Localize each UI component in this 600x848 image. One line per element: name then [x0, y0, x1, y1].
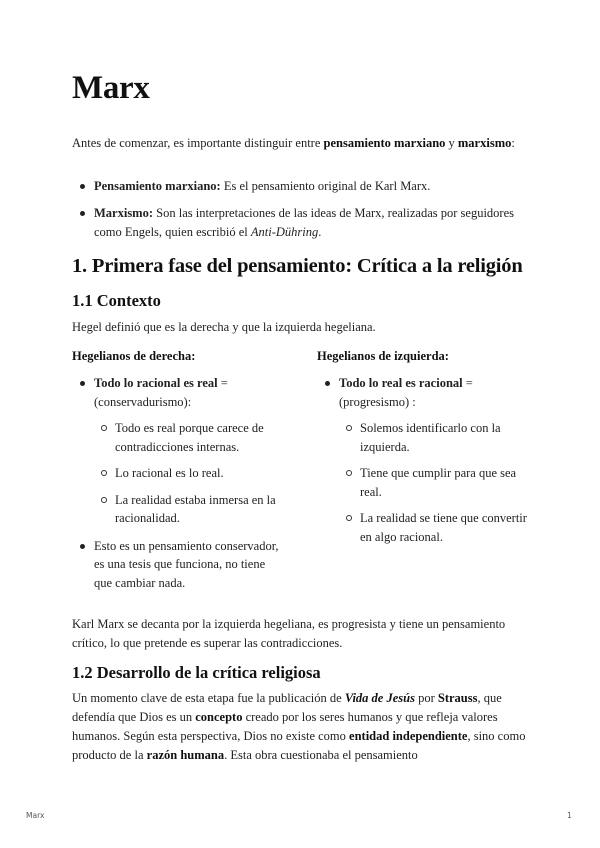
definition-term: Marxismo: [94, 206, 154, 220]
column-right-hegelians [72, 348, 282, 601]
thesis-text: = (conservadurismo): [94, 376, 228, 409]
intro-joiner: y [445, 136, 458, 150]
subsection-heading-desarrollo: 1.2 Desarrollo de la crítica religiosa [72, 663, 321, 682]
column-heading: Hegelianos de derecha: [72, 349, 196, 363]
intro-paragraph [72, 134, 528, 153]
definition-item [72, 204, 528, 242]
definition-item [72, 177, 528, 196]
intro-suffix: : [511, 136, 515, 150]
footer-page-number: 1 [567, 811, 572, 820]
column-heading: Hegelianos de izquierda: [317, 349, 449, 363]
subsection-heading-contexto: 1.1 Contexto [72, 291, 161, 310]
text-run: , que defendía que Dios es un [72, 691, 502, 724]
list-item: La realidad se tiene que convertir en algo racional. [339, 509, 527, 546]
book-title-vida-de-jesus: Vida de Jesús [344, 691, 415, 705]
bullet-list [72, 374, 282, 592]
definitions-list [72, 177, 528, 242]
term-concepto: concepto [195, 710, 243, 724]
thesis-text: = (progresismo) : [339, 376, 473, 409]
text-run: creado por los seres humanos y que refleja valores humanos. Según esta perspectiva, Dios no existe como [72, 710, 498, 743]
author-strauss: Strauss [437, 691, 478, 705]
section-heading: 1. Primera fase del pensamiento: Crítica a la religión [72, 255, 523, 277]
list-item: Tiene que cumplir para que sea real. [339, 464, 527, 501]
text-run: , sino como producto de la [72, 729, 526, 762]
thesis-bold: Todo lo racional es real [94, 376, 218, 390]
intro-text: Antes de comenzar, es importante distinguir entre [72, 136, 324, 150]
text-run: Un momento clave de esta etapa fue la publicación de [72, 691, 345, 705]
list-item: Solemos identificarlo con la izquierda. [339, 419, 527, 456]
definition-text: Es el pensamiento original de Karl Marx. [220, 179, 431, 193]
page-title: Marx [72, 70, 150, 106]
term-razon-humana: razón humana [146, 748, 225, 762]
bullet-list [317, 374, 527, 546]
column-left-hegelians [317, 348, 527, 555]
definition-text: Son las interpretaciones de las ideas de Marx, realizadas por seguidores como Engels, quien escribió el [94, 206, 515, 239]
text-run: por [414, 691, 438, 705]
term-marxismo: marxismo [457, 136, 512, 150]
book-title-anti-duhring: Anti-Dühring [250, 225, 319, 239]
definition-term: Pensamiento marxiano: [94, 179, 221, 193]
thesis-bold: Todo lo real es racional [339, 376, 463, 390]
sub-bullet-list [339, 419, 527, 546]
definition-end: . [318, 225, 322, 239]
text-run: . Esta obra cuestionaba el pensamiento [224, 748, 418, 762]
list-item: Todo es real porque carece de contradicciones internas. [94, 419, 282, 456]
footer-document-name: Marx [26, 811, 45, 820]
list-item: Esto es un pensamiento conservador, es una tesis que funciona, no tiene que cambiar nada. [72, 537, 282, 593]
list-item [72, 374, 282, 528]
list-item [317, 374, 527, 546]
list-item: Lo racional es lo real. [94, 464, 282, 483]
sub-bullet-list [94, 419, 282, 528]
summary-paragraph: Karl Marx se decanta por la izquierda hegeliana, es progresista y tiene un pensamiento crítico, lo que pretende es superar las contradicciones. [72, 617, 506, 650]
term-entidad-independiente: entidad independiente [349, 729, 468, 743]
religion-critique-paragraph [72, 689, 528, 765]
list-item: La realidad estaba inmersa en la racionalidad. [94, 491, 282, 528]
context-paragraph: Hegel definió que es la derecha y que la izquierda hegeliana. [72, 320, 376, 334]
term-pensamiento-marxiano: pensamiento marxiano [323, 136, 446, 150]
